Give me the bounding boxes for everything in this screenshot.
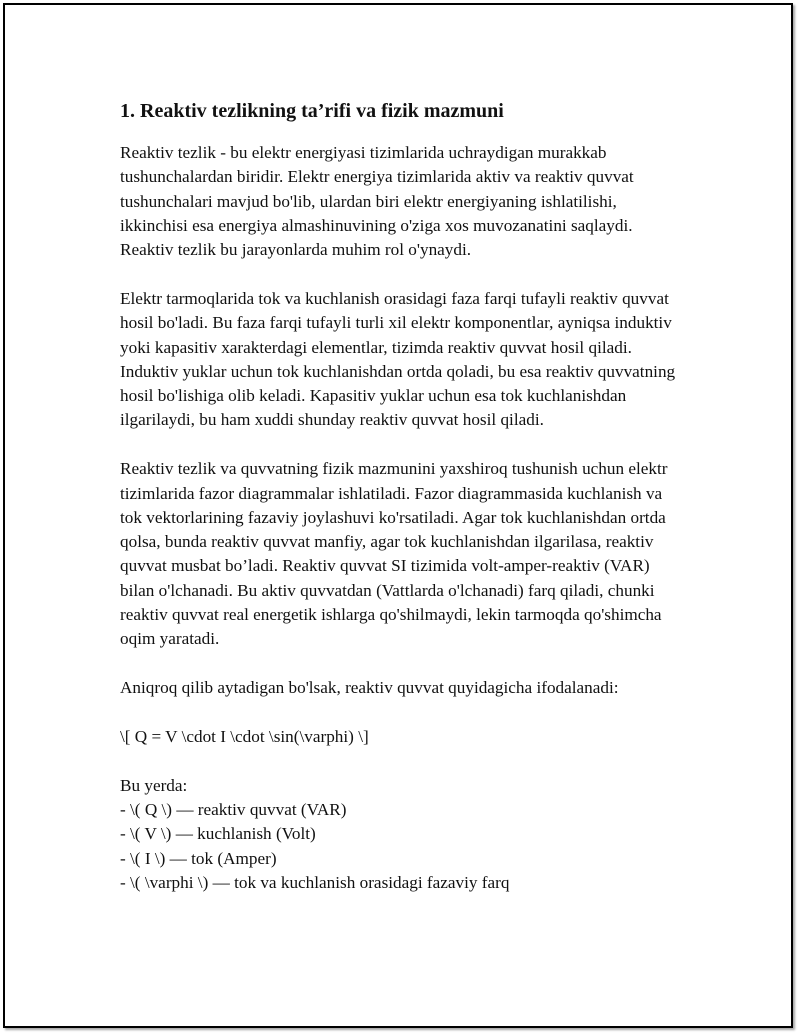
definition-item-v: - \( V \) — kuchlanish (Volt) (120, 824, 316, 844)
section-title: 1. Reaktiv tezlikning ta’rifi va fizik mazmuni (120, 100, 504, 122)
paragraph-1: Reaktiv tezlik - bu elektr energiyasi tizimlarida uchraydigan murakkab tushunchalardan biridir. Elektr energiya tizimlarida aktiv va reaktiv quvvat tushunchalari mavjud bo'lib, ulardan biri elektr energiyaning ishlatilishi, ikkinchisi esa energiya almashinuvining o'ziga xos muvozanatini saqlaydi. Reaktiv tezlik bu jarayonlarda muhim rol o'ynaydi. (120, 143, 634, 260)
definitions-block (120, 774, 680, 895)
paragraph-3: Reaktiv tezlik va quvvatning fizik mazmunini yaxshiroq tushunish uchun elektr tizimlarida fazor diagrammalar ishlatiladi. Fazor diagrammasida kuchlanish va tok vektorlarining fazaviy joylashuvi ko'rsatiladi. Agar tok kuchlanishdan ortda qolsa, bunda reaktiv quvvat manfiy, agar tok kuchlanishdan ilgarilasa, reaktiv quvvat musbat bo’ladi. Reaktiv quvvat SI tizimida volt-amper-reaktiv (VAR) bilan o'lchanadi. Bu aktiv quvvatdan (Vattlarda o'lchanadi) farq qiladi, chunki reaktiv quvvat real energetik ishlarga qo'shilmaydi, lekin tarmoqda qo'shimcha oqim yaratadi. (120, 459, 668, 649)
definition-item-q: - \( Q \) — reaktiv quvvat (VAR) (120, 800, 347, 820)
document-body (120, 97, 680, 895)
formula: \[ Q = V \cdot I \cdot \sin(\varphi) \] (120, 726, 369, 746)
paragraph-4: Aniqroq qilib aytadigan bo'lsak, reaktiv quvvat quyidagicha ifodalanadi: (120, 678, 619, 698)
definition-item-i: - \( I \) — tok (Amper) (120, 848, 277, 868)
definition-item-phi: - \( \varphi \) — tok va kuchlanish orasidagi fazaviy farq (120, 872, 510, 892)
paragraph-2: Elektr tarmoqlarida tok va kuchlanish orasidagi faza farqi tufayli reaktiv quvvat hosil bo'ladi. Bu faza farqi tufayli turli xil elektr komponentlar, ayniqsa induktiv yoki kapasitiv xarakterdagi elementlar, tizimda reaktiv quvvat hosil qiladi. Induktiv yuklar uchun tok kuchlanishdan ortda qoladi, bu esa reaktiv quvvatning hosil bo'lishiga olib keladi. Kapasitiv yuklar uchun esa tok kuchlanishdan ilgarilaydi, bu ham xuddi shunday reaktiv quvvat hosil qiladi. (120, 288, 676, 430)
definitions-intro: Bu yerda: (120, 775, 188, 795)
document-page (3, 3, 793, 1028)
